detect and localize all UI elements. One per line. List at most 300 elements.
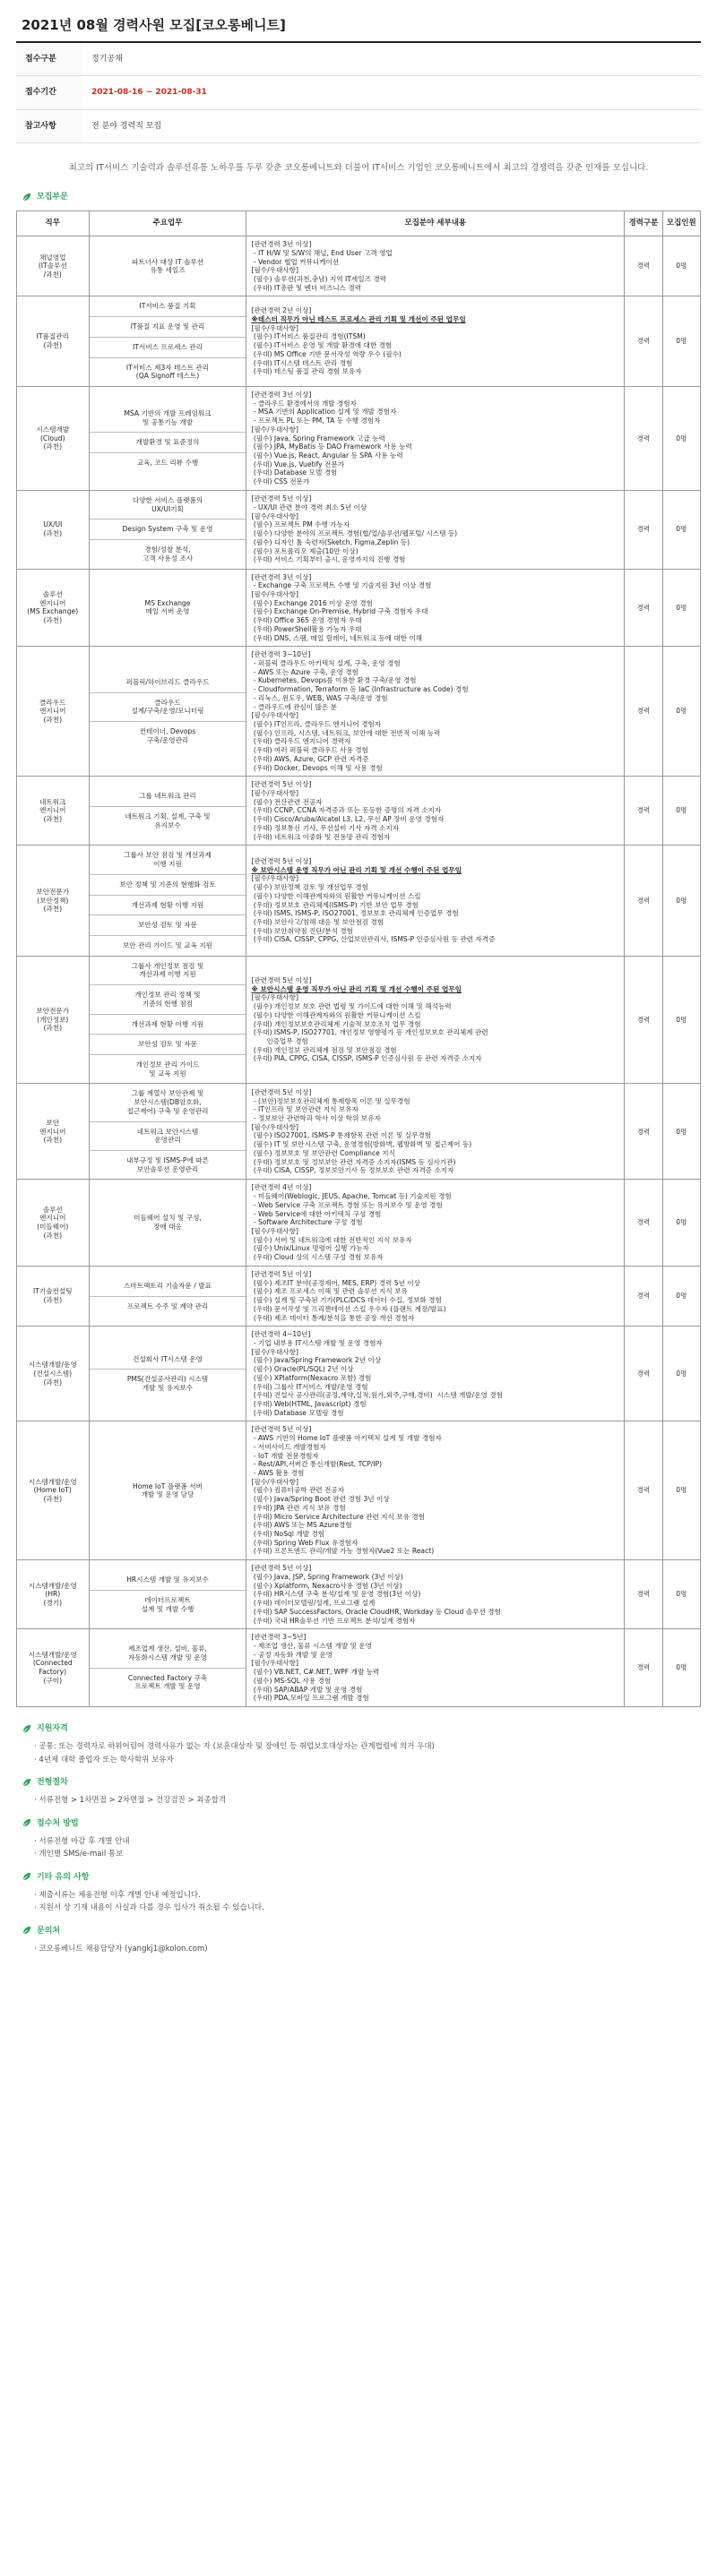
duty-item: 개발환경 및 표준정의 [90, 433, 246, 453]
requirement-line: - 클라우드에 관심이 많은 분 [251, 702, 337, 711]
meta-row [16, 43, 701, 76]
requirement-line: (우대) AWS, Azure, GCP 관련 자격증 [251, 754, 369, 763]
meta-label: 접수기간 [16, 76, 82, 109]
requirement-line: [관련경력 3년 이상] [251, 572, 312, 581]
job-count: 0명 [662, 490, 700, 569]
requirement-line: [관련경력 5년 이상] [251, 1564, 312, 1573]
job-duties [89, 1560, 246, 1629]
duty-item: 네트워크 보안시스템 운영관리 [90, 1122, 246, 1151]
duty-item: 제조업계 생산, 설비, 물류, 자동화시스템 개발 및 운영 [90, 1639, 246, 1668]
requirement-line: (필수) 디자인 툴 숙련자(Sketch, Figma,Zeplin 등) [251, 537, 410, 546]
requirement-line: (필수) 제조IT 분야(공정제어, MES, ERP) 경력 5년 이상 [251, 1278, 420, 1287]
meta-value: 정기공채 [82, 43, 701, 76]
job-requirements [246, 1180, 625, 1266]
requirement-line: (우대) CSS 전문가 [251, 477, 310, 486]
requirement-line: - Rest/API,서버간 통신개발(Rest, TCP/IP) [251, 1460, 383, 1469]
footer-section [16, 1723, 701, 1766]
requirement-line: (우대) 보안사고/침해 대응 및 보안점검 경험 [251, 917, 384, 926]
requirement-line: (우대) SAP/ABAP 개발 및 운영 경험 [251, 1685, 363, 1694]
requirement-line: [필수/우대사항] [251, 589, 298, 598]
requirement-line: (필수) 서버 및 네트워크에 대한 전반적인 지식 보유자 [251, 1235, 412, 1244]
job-role: 보안전문가 (보안정책) (과천) [17, 846, 90, 956]
requirement-line: (우대) ISMS, ISMS-P, ISO27001, 정보보호 관리체계 인증업무 경험 [251, 909, 459, 918]
job-count: 0명 [662, 1629, 700, 1707]
job-count: 0명 [662, 1180, 700, 1266]
requirement-line: (우대) IT총판 및 벤더 비즈니스 경력 [251, 283, 362, 292]
duty-item: 개선과제 현황 이행 지원 [90, 1015, 246, 1035]
footer-section-header [22, 1872, 701, 1883]
duty-item: PMS(건설공사관리) 시스템 개발 및 유지보수 [126, 1375, 209, 1393]
header-duties: 주요업무 [89, 210, 246, 236]
job-duties [89, 1629, 246, 1707]
table-row [17, 1421, 701, 1560]
job-role: 네트워크 엔지니어 (과천) [17, 777, 90, 846]
duty-item: 건설회사 IT시스템 운영 [90, 1350, 246, 1370]
table-row [17, 1084, 701, 1180]
job-career: 경력 [625, 1084, 662, 1180]
header-career: 경력구분 [625, 210, 662, 236]
requirement-line: (필수) 인프라, 시스템, 네트워크, 보안에 대한 전반적 이해 능력 [251, 728, 441, 737]
table-row [17, 569, 701, 647]
footer-line: · 4년제 대학 졸업자 또는 학사학위 보유자 [34, 1754, 701, 1766]
job-requirements [246, 296, 625, 387]
requirement-line: ※ 보안시스템 운영 직무가 아닌 관리 기획 및 개선 수행이 주된 업무임 [251, 984, 462, 993]
requirement-line: (필수) 다양한 이해관계자와의 원활한 커뮤니케이션 스킬 [251, 1010, 421, 1019]
requirement-line: - 리눅스, 윈도우, WEB, WAS 구축/운영 경험 [251, 693, 388, 702]
footer-section-body [16, 1794, 701, 1807]
requirement-line: (우대) 프론트엔드 관리/개발 가능 경험자(Vue2 또는 React) [251, 1547, 435, 1556]
footer-section-body [16, 1943, 701, 1955]
job-count: 0명 [662, 569, 700, 647]
requirement-line: - Web Service에 대한 아키텍처 구성 경험 [251, 1209, 382, 1218]
table-row [17, 956, 701, 1084]
duty-item: MSA 기반의 개발 프레임워크 및 공통기능 개발 [90, 404, 246, 433]
job-count: 0명 [662, 1560, 700, 1629]
header-role: 직무 [17, 210, 90, 236]
job-career: 경력 [625, 569, 662, 647]
job-count: 0명 [662, 1266, 700, 1326]
leaf-icon [22, 1818, 31, 1828]
duty-item: Connected Factory 구축 프로젝트 개발 및 운영 [127, 1673, 208, 1691]
requirement-line: (우대) AWS 또는 MS Azure경험 [251, 1521, 352, 1530]
duty-item: 보안 정책 및 기준의 현행화 검토 [90, 875, 246, 896]
meta-label: 접수구분 [16, 43, 82, 76]
requirement-line: - 정보보안 관련학과 학사 이상 학위 보유자 [251, 1113, 381, 1122]
leaf-icon [22, 193, 31, 202]
footer-sections [16, 1723, 701, 1955]
duty-item: IT서비스 품질 기획 [90, 296, 246, 317]
table-row [17, 490, 701, 569]
duty-item: 클라우드 설계/구축/운영/모니터링 [90, 693, 246, 722]
footer-section-body [16, 1740, 701, 1766]
job-duties [89, 846, 246, 956]
requirement-line: - IT인프라 및 보안관련 지식 보유자 [251, 1105, 358, 1114]
job-count: 0명 [662, 296, 700, 387]
requirement-line: ※ 보안시스템 운영 직무가 아닌 관리 기획 및 개선 수행이 주된 업무임 [251, 865, 462, 874]
requirement-line: - 프로젝트 PL 또는 PM, TA 등 수행 경험자 [251, 416, 381, 425]
job-requirements [246, 777, 625, 846]
job-duties: Home IoT 플랫폼 서버 개발 및 운영 담당 [89, 1421, 246, 1560]
requirement-line: (필수) IT 및 보안시스템 구축, 운영경험(방화벽, 웹방화벽 및 접근제어 등) [251, 1140, 472, 1149]
header-count: 모집인원 [662, 210, 700, 236]
job-career: 경력 [625, 490, 662, 569]
requirement-line: (필수) 솔루션(과천,충남) 지역 IT세일즈 경력 [251, 274, 387, 283]
requirement-line: (우대) 정보보호 관리체계(ISMS-P) 기반 보안 업무 경험 [251, 900, 419, 909]
job-role: 솔루션 엔지니어 (미들웨어) (과천) [17, 1180, 90, 1266]
job-role: 보안 엔지니어 (과천) [17, 1084, 90, 1180]
job-requirements [246, 1421, 625, 1560]
duty-item: 보안성 검토 및 자문 [90, 915, 246, 936]
section-label: 모집부문 [37, 193, 68, 202]
requirement-line: (우대) 서비스 기획부터 출시, 운영까지의 진행 경험 [251, 555, 406, 564]
job-count: 0명 [662, 846, 700, 956]
requirement-line: - Cloudformation, Terraform 등 IaC (Infrastructure as Code) 경험 [251, 685, 469, 694]
job-career: 경력 [625, 647, 662, 777]
requirement-line: - AWS 활용 경험 [251, 1469, 305, 1477]
meta-label: 참고사항 [16, 109, 82, 142]
job-duties [89, 1084, 246, 1180]
meta-value: 2021-08-16 ~ 2021-08-31 [82, 76, 701, 109]
requirement-line: (우대) DNS, 스팸, 메일 릴레이, 네트워크 등에 대한 이해 [251, 633, 423, 642]
job-requirements [246, 387, 625, 491]
requirement-line: - Software Architecture 구성 경험 [251, 1218, 363, 1227]
requirement-line: (우대) 네트워크 이중화 및 전용망 관리 경험자 [251, 832, 391, 841]
duty-item: 경험/성찰 분석, 고객 사용성 조사 [142, 545, 194, 562]
footer-section-title: 기타 유의 사항 [37, 1872, 90, 1882]
requirement-line: (우대) 개인정보보호관리체계 기술적 보호조치 업무 경험 [251, 1019, 421, 1028]
requirement-line: (우대) 클라우드 엔지니어 경력자 [251, 737, 351, 746]
duty-item: 스마트팩토리 기술자문 / 발표 [90, 1276, 246, 1297]
requirement-line: (우대) ISMS-P, ISO27701, 개인정보 영향평가 등 개인정보보호 관리체계 관련 [251, 1028, 488, 1037]
requirement-line: (우대) PIA, CPPG, CISA, CISSP, ISMS-P 인증심사원 등 관련 자격증 소지자 [251, 1054, 482, 1063]
requirement-line: - Vendor 협업 커뮤니케이션 [251, 257, 340, 266]
requirement-line: (우대) Micro Service Architecture 관련 지식 보유 경험 [251, 1512, 426, 1521]
job-requirements [246, 1629, 625, 1707]
job-count: 0명 [662, 1421, 700, 1560]
requirement-line: (우대) Vue.js, Vuetify 전문가 [251, 459, 345, 468]
footer-section [16, 1777, 701, 1807]
job-role: 클라우드 엔지니어 (과천) [17, 647, 90, 777]
requirement-line: [필수/우대사항] [251, 789, 298, 798]
job-role: 시스템개발 (Cloud) (과천) [17, 387, 90, 491]
duty-item: 퍼블릭/하이브리드 클라우드 [90, 673, 246, 693]
requirement-line: (우대) 국내 HR솔루션 기반 프로젝트 분석/설계 경험자 [251, 1616, 416, 1625]
table-row [17, 647, 701, 777]
job-role: 솔루션 엔지니어 (MS Exchange) (과천) [17, 569, 90, 647]
footer-section [16, 1926, 701, 1956]
duty-item: 프로젝트 수주 및 계약 관리 [126, 1301, 209, 1310]
requirement-line: (우대) Web(HTML, Javascript) 경험 [251, 1399, 367, 1408]
duty-item: IT서비스 프로세스 관리 [90, 338, 246, 358]
requirement-line: (우대) IT시스템 테스트 관리 경험 [251, 358, 353, 367]
requirement-line: (필수) 제조 프로세스 이해 및 관련 솔루션 지식 보유 [251, 1287, 408, 1296]
requirement-line: (필수) IT서비스 운영 및 개발 환경에 대한 경험 [251, 341, 393, 350]
duty-item: 컨테이너, Devops 구축/운영관리 [139, 727, 196, 744]
job-duties: MS Exchange 메일 서버 운영 [89, 569, 246, 647]
requirement-line: 인증업무 경험 [251, 1036, 308, 1045]
job-career: 경력 [625, 387, 662, 491]
job-career: 경력 [625, 777, 662, 846]
duty-item: 그룹사 보안 점검 및 개선과제 이행 지원 [90, 846, 246, 874]
job-career: 경력 [625, 1560, 662, 1629]
table-row [17, 1327, 701, 1421]
requirement-line: (우대) 여러 퍼블릭 클라우드 사용 경험 [251, 746, 368, 755]
requirement-line: (우대) CCNP, CCNA 자격증과 또는 동등한 증명의 자격 소지자 [251, 806, 442, 815]
requirement-line: - Kubernetes, Devops를 이용한 환경 구축/운영 경험 [251, 676, 417, 685]
footer-section-body [16, 1889, 701, 1915]
table-row [17, 1629, 701, 1707]
job-duties: 미들웨어 설치 및 구성, 장애 대응 [89, 1180, 246, 1266]
job-count: 0명 [662, 647, 700, 777]
requirement-line: - 퍼블릭 클라우드 아키텍처 설계, 구축, 운영 경험 [251, 658, 401, 667]
job-requirements [246, 956, 625, 1084]
requirement-line: [관련경력 5년 이상] [251, 975, 312, 984]
requirement-line: [관련경력 3~5년] [251, 1633, 307, 1642]
job-requirements [246, 1327, 625, 1421]
duty-item: 개인정보 관리 가이드 및 교육 지원 [135, 1060, 200, 1078]
footer-section-header [22, 1723, 701, 1734]
table-row [17, 777, 701, 846]
table-row [17, 1560, 701, 1629]
job-career: 경력 [625, 956, 662, 1084]
leaf-icon [22, 1778, 31, 1788]
requirement-line: (필수) Unix/Linux 명령어 실행 가능자 [251, 1244, 369, 1253]
requirement-line: [관련경력 5년 이상] [251, 780, 312, 789]
requirement-line: [관련경력 2년 이상] [251, 306, 312, 315]
job-duties [89, 387, 246, 491]
requirement-line: (필수) 포트폴리오 제출(10만 이상) [251, 546, 358, 555]
requirement-line: (필수) Vue.js, React, Angular 등 SPA 사용 능력 [251, 451, 403, 460]
duty-item: 그룹사 개인정보 점검 및 개선과제 이행 지원 [90, 957, 246, 985]
requirement-line: (필수) ISO27001, ISMS-P 통제항목 관련 이론 및 실무경험 [251, 1131, 432, 1140]
requirement-line: (우대) 제조 데이터 통계/분석을 통한 공장 개선 경험자 [251, 1313, 415, 1322]
job-requirements [246, 846, 625, 956]
requirement-line: (우대) 테스팅 품질 관리 경험 보유자 [251, 367, 362, 376]
job-career: 경력 [625, 1327, 662, 1421]
job-count: 0명 [662, 956, 700, 1084]
requirement-line: (우대) 보안취약점 진단/분석 경험 [251, 926, 353, 935]
requirement-line: [필수/우대사항] [251, 1659, 298, 1668]
meta-row [16, 109, 701, 142]
requirement-line: (필수) IT인프라, 클라우드 엔지니어 경험자 [251, 720, 382, 728]
requirement-line: (우대) 정보통신 기사, 무선설비 기사 자격 소지자 [251, 823, 400, 832]
job-requirements [246, 1560, 625, 1629]
requirement-line: (필수) Java/Spring Boot 관련 경험 3년 이상 [251, 1495, 390, 1504]
requirement-line: (우대) Database 모델 경험 [251, 468, 338, 477]
requirement-line: (필수) MS-SQL 사용 경험 [251, 1676, 332, 1685]
job-role: UX/UI (과천) [17, 490, 90, 569]
job-requirements [246, 569, 625, 647]
requirement-line: (우대) Office 365 운영 경험자 우대 [251, 616, 362, 625]
requirement-line: (우대) 개인정보 관리체계 점검 및 보안점검 경험 [251, 1045, 397, 1054]
job-duties [89, 777, 246, 846]
requirement-line: [관련경력 3~10년] [251, 650, 311, 659]
requirement-line: (우대) PDA,모바일 프로그램 개발 경험 [251, 1694, 369, 1703]
requirement-line: (우대) Docker, Devops 이해 및 사용 경험 [251, 763, 383, 772]
footer-section-title: 지원자격 [37, 1723, 68, 1733]
requirement-line: (우대) 데이터모델링/설계, 프로그램 설계 [251, 1599, 376, 1608]
job-count: 0명 [662, 777, 700, 846]
header-requirements: 모집분야 세부내용 [246, 210, 625, 236]
requirement-line: (우대) Database 모델링 경험 [251, 1408, 344, 1417]
requirement-line: (필수) 설계 및 구축된 기가(PLC/DCS 데이터 수집, 정보화 경험 [251, 1296, 442, 1305]
duty-item: HR시스템 개발 및 유지보수 [90, 1570, 246, 1591]
leaf-icon [22, 1926, 31, 1936]
job-role: 시스템개발/운영 (Home IoT) (과천) [17, 1421, 90, 1560]
requirement-line: (우대) SAP SuccessFactors, Oracle CloudHR, Workday 등 Cloud 솔루션 경험 [251, 1607, 501, 1616]
requirement-line: - IoT 개발 전문경험자 [251, 1451, 319, 1460]
posting-meta-table [16, 43, 701, 142]
requirement-line: [관련경력 4년 이상] [251, 1183, 312, 1192]
requirement-line: (필수) 전산관련 전공자 [251, 797, 323, 806]
job-count: 0명 [662, 236, 700, 296]
requirement-line: (필수) VB.NET, C#.NET, WPF 개발 능력 [251, 1668, 380, 1677]
requirement-line: [관련경력 3년 이상] [251, 391, 312, 399]
job-duties [89, 956, 246, 1084]
meta-value: 전 분야 경력직 모집 [82, 109, 701, 142]
job-role: 보안전문가 (개인정보) (과천) [17, 956, 90, 1084]
requirement-line: - MSA 기반의 Application 설계 및 개발 경험자 [251, 408, 397, 416]
requirement-line: [관련경력 5년 이상] [251, 494, 312, 503]
duty-item: 다양한 서비스 플랫폼의 UX/UI기획 [90, 491, 246, 519]
requirement-line: [관련경력 3년 이상] [251, 240, 312, 249]
requirement-line: (필수) 컴퓨터공학 관련 전공자 [251, 1486, 345, 1495]
requirement-line: ※테스터 직무가 아닌 테스트 프로세스 관리 기획 및 개선이 주된 업무임 [251, 315, 466, 324]
requirement-line: (우대) CISA, CISSP, CPPG, 산업보안관리사, ISMS-P 인증심사원 등 관련 자격증 [251, 935, 496, 944]
requirement-line: (우대) NoSql 개발 경험 [251, 1530, 325, 1539]
requirement-line: (필수) Exchange 2016 이상 운영 경험 [251, 598, 373, 607]
requirement-line: (필수) JPA, MyBatis 등 DAO Framework 사용 능력 [251, 442, 412, 451]
page-title: 2021년 08월 경력사원 모집[코오롱베니트] [16, 13, 701, 43]
duty-item: IT품질 지표 운영 및 관리 [90, 317, 246, 338]
leaf-icon [22, 1872, 31, 1882]
job-role: IT기술컨설팅 (과천) [17, 1266, 90, 1326]
footer-section-title: 전형절차 [37, 1777, 68, 1787]
duty-item: 내부규정 및 ISMS-P에 따른 보안솔루션 운영관리 [126, 1156, 209, 1173]
requirement-line: [관련경력 5년 이상] [251, 1425, 312, 1434]
job-requirements [246, 1084, 625, 1180]
duty-item: 그룹 네트워크 관리 [90, 786, 246, 807]
requirement-line: [필수/우대사항] [251, 1122, 298, 1131]
requirement-line: (우대) 정보보호 및 정보보안 관련 자격증 소지자(ISMS 등 심사기관) [251, 1157, 456, 1166]
job-count: 0명 [662, 387, 700, 491]
requirement-line: [필수/우대사항] [251, 1347, 298, 1356]
requirement-line: (우대) 건설사 공사관리(공정,계약,실적,원가,외주,구매,경비) 시스템 개발/운영 경험 [251, 1391, 503, 1400]
requirement-line: [필수/우대사항] [251, 266, 298, 275]
requirement-line: - Web Service 구축 프로젝트 경험 또는 유지보수 및 운영 경험 [251, 1200, 443, 1209]
requirement-line: - 기업 내부용 IT시스템 개발 및 운영 경험자 [251, 1338, 383, 1347]
footer-line: · 개인별 SMS/e-mail 통보 [34, 1848, 701, 1860]
requirement-line: (우대) MS Office 기반 문서작성 역량 우수 (필수) [251, 349, 402, 358]
footer-section-header [22, 1926, 701, 1936]
requirement-line: [필수/우대사항] [251, 993, 298, 1002]
table-row [17, 1180, 701, 1266]
job-duties [89, 1327, 246, 1421]
requirement-line: [관련경력 5년 이상] [251, 1087, 312, 1096]
table-row [17, 1266, 701, 1326]
duty-item: Design System 구축 및 운영 [90, 519, 246, 540]
duty-item: 개인정보 관리 정책 및 기준의 현행 점검 [90, 985, 246, 1014]
footer-line: · 지원서 상 기재 내용이 사실과 다를 경우 입사가 취소될 수 있습니다. [34, 1902, 701, 1914]
jobs-header-row [17, 210, 701, 236]
requirement-line: (우대) 문서작성 및 프리젠테이션 스킬 우수자 (플랜트 계장/발표) [251, 1304, 446, 1313]
job-career: 경력 [625, 1180, 662, 1266]
job-role: IT품질관리 (과천) [17, 296, 90, 387]
footer-line: · 제출서류는 채용전형 이후 개별 안내 예정입니다. [34, 1889, 701, 1902]
requirement-line: (우대) Cloud 상의 시스템 구성 경험 보유자 [251, 1253, 384, 1262]
job-duties: 파트너사 대상 IT 솔루션 유통 세일즈 [89, 236, 246, 296]
requirement-line: [관련경력 4~10년] [251, 1330, 311, 1339]
requirement-line: (필수) 다양한 이해관계자와의 원활한 커뮤니케이션 스킬 [251, 891, 421, 900]
job-requirements [246, 490, 625, 569]
requirement-line: (필수) Oracle(PL/SQL) 2년 이상 [251, 1365, 354, 1374]
job-count: 0명 [662, 1084, 700, 1180]
job-role: 시스템개발/운영 (HR) (경기) [17, 1560, 90, 1629]
job-duties [89, 1266, 246, 1326]
requirement-line: - 공정 자동화 개발 및 운영 [251, 1650, 333, 1659]
duty-item: 개선과제 현황 이행 지원 [90, 896, 246, 916]
duty-item: 보안성 검토 및 자문 [90, 1035, 246, 1055]
footer-section [16, 1818, 701, 1861]
requirement-line: (필수) 보안정책 검토 및 개선업무 경험 [251, 883, 368, 892]
requirement-line: [필수/우대사항] [251, 711, 298, 720]
job-role: 시스템개발/운영 (Connected Factory) (구미) [17, 1629, 90, 1707]
table-row [17, 387, 701, 491]
meta-row [16, 76, 701, 109]
table-row [17, 846, 701, 956]
duty-item: 보안 관리 가이드 및 교육 지원 [122, 940, 213, 949]
requirement-line: (필수) IT서비스 품질관리 경험(ITSM) [251, 332, 366, 341]
requirement-line: [관련경력 5년 이상] [251, 1269, 312, 1278]
job-role: 채널영업 (IT솔루션 /과천) [17, 236, 90, 296]
footer-section-title: 문의처 [37, 1926, 61, 1936]
job-requirements [246, 236, 625, 296]
section-header [22, 192, 701, 202]
requirement-line: [필수/우대사항] [251, 425, 298, 434]
footer-line: · 서류전형 > 1차면접 > 2차면접 > 건강검진 > 최종합격 [34, 1794, 701, 1807]
job-duties [89, 647, 246, 777]
footer-line: · 서류전형 마감 후 개별 안내 [34, 1835, 701, 1848]
requirement-line: - (보안)정보보호관리체계 통제항목 이론 및 실무경험 [251, 1096, 410, 1105]
footer-section-header [22, 1818, 701, 1829]
requirement-line: - 제조업 생산, 물류 시스템 개발 및 운영 [251, 1641, 372, 1650]
requirement-line: (우대) PowerShell활용 가능자 우대 [251, 624, 362, 633]
requirement-line: (필수) 정보보호 및 보안관련 Compliance 지식 [251, 1148, 395, 1157]
jobs-table [16, 210, 701, 1707]
requirement-line: (우대) Spring Web Flux 유경험자 [251, 1538, 358, 1547]
job-requirements [246, 647, 625, 777]
job-career: 경력 [625, 1629, 662, 1707]
requirement-line: - 서버사이드 개발경험자 [251, 1442, 326, 1451]
job-duties [89, 296, 246, 387]
footer-section [16, 1872, 701, 1915]
duty-item: IT서비스 제3자 테스트 관리 (QA Signoff 테스트) [125, 363, 210, 381]
requirement-line: (우대) Cisco/Aruba/Alcatel L3, L2, 무선 AP 장비 운영 경험자 [251, 815, 445, 824]
requirement-line: [필수/우대사항] [251, 874, 298, 883]
requirement-line: [필수/우대사항] [251, 511, 298, 520]
job-count: 0명 [662, 1327, 700, 1421]
requirement-line: (필수) Exchange On-Premise, Hybrid 구축 경험자 우대 [251, 607, 428, 616]
job-requirements [246, 1266, 625, 1326]
requirement-line: (필수) XPlatform(Nexacro 포함) 경험 [251, 1373, 372, 1382]
table-row [17, 296, 701, 387]
job-career: 경력 [625, 846, 662, 956]
footer-section-header [22, 1777, 701, 1788]
requirement-line: (우대) CISA, CISSP, 정보보안기사 등 정보보호 관련 자격증 소지자 [251, 1166, 454, 1175]
intro-text: 최고의 IT서비스 기술력과 솔루션유통 노하우를 두루 갖춘 코오롱베니트와 더불어 IT서비스 기업인 코오롱베니트에서 최고의 경쟁력을 갖춘 인재를 모십니다. [68, 162, 649, 173]
footer-section-title: 접수처 방법 [37, 1818, 79, 1828]
job-role: 시스템개발/운영 (건설시스템) (과천) [17, 1327, 90, 1421]
